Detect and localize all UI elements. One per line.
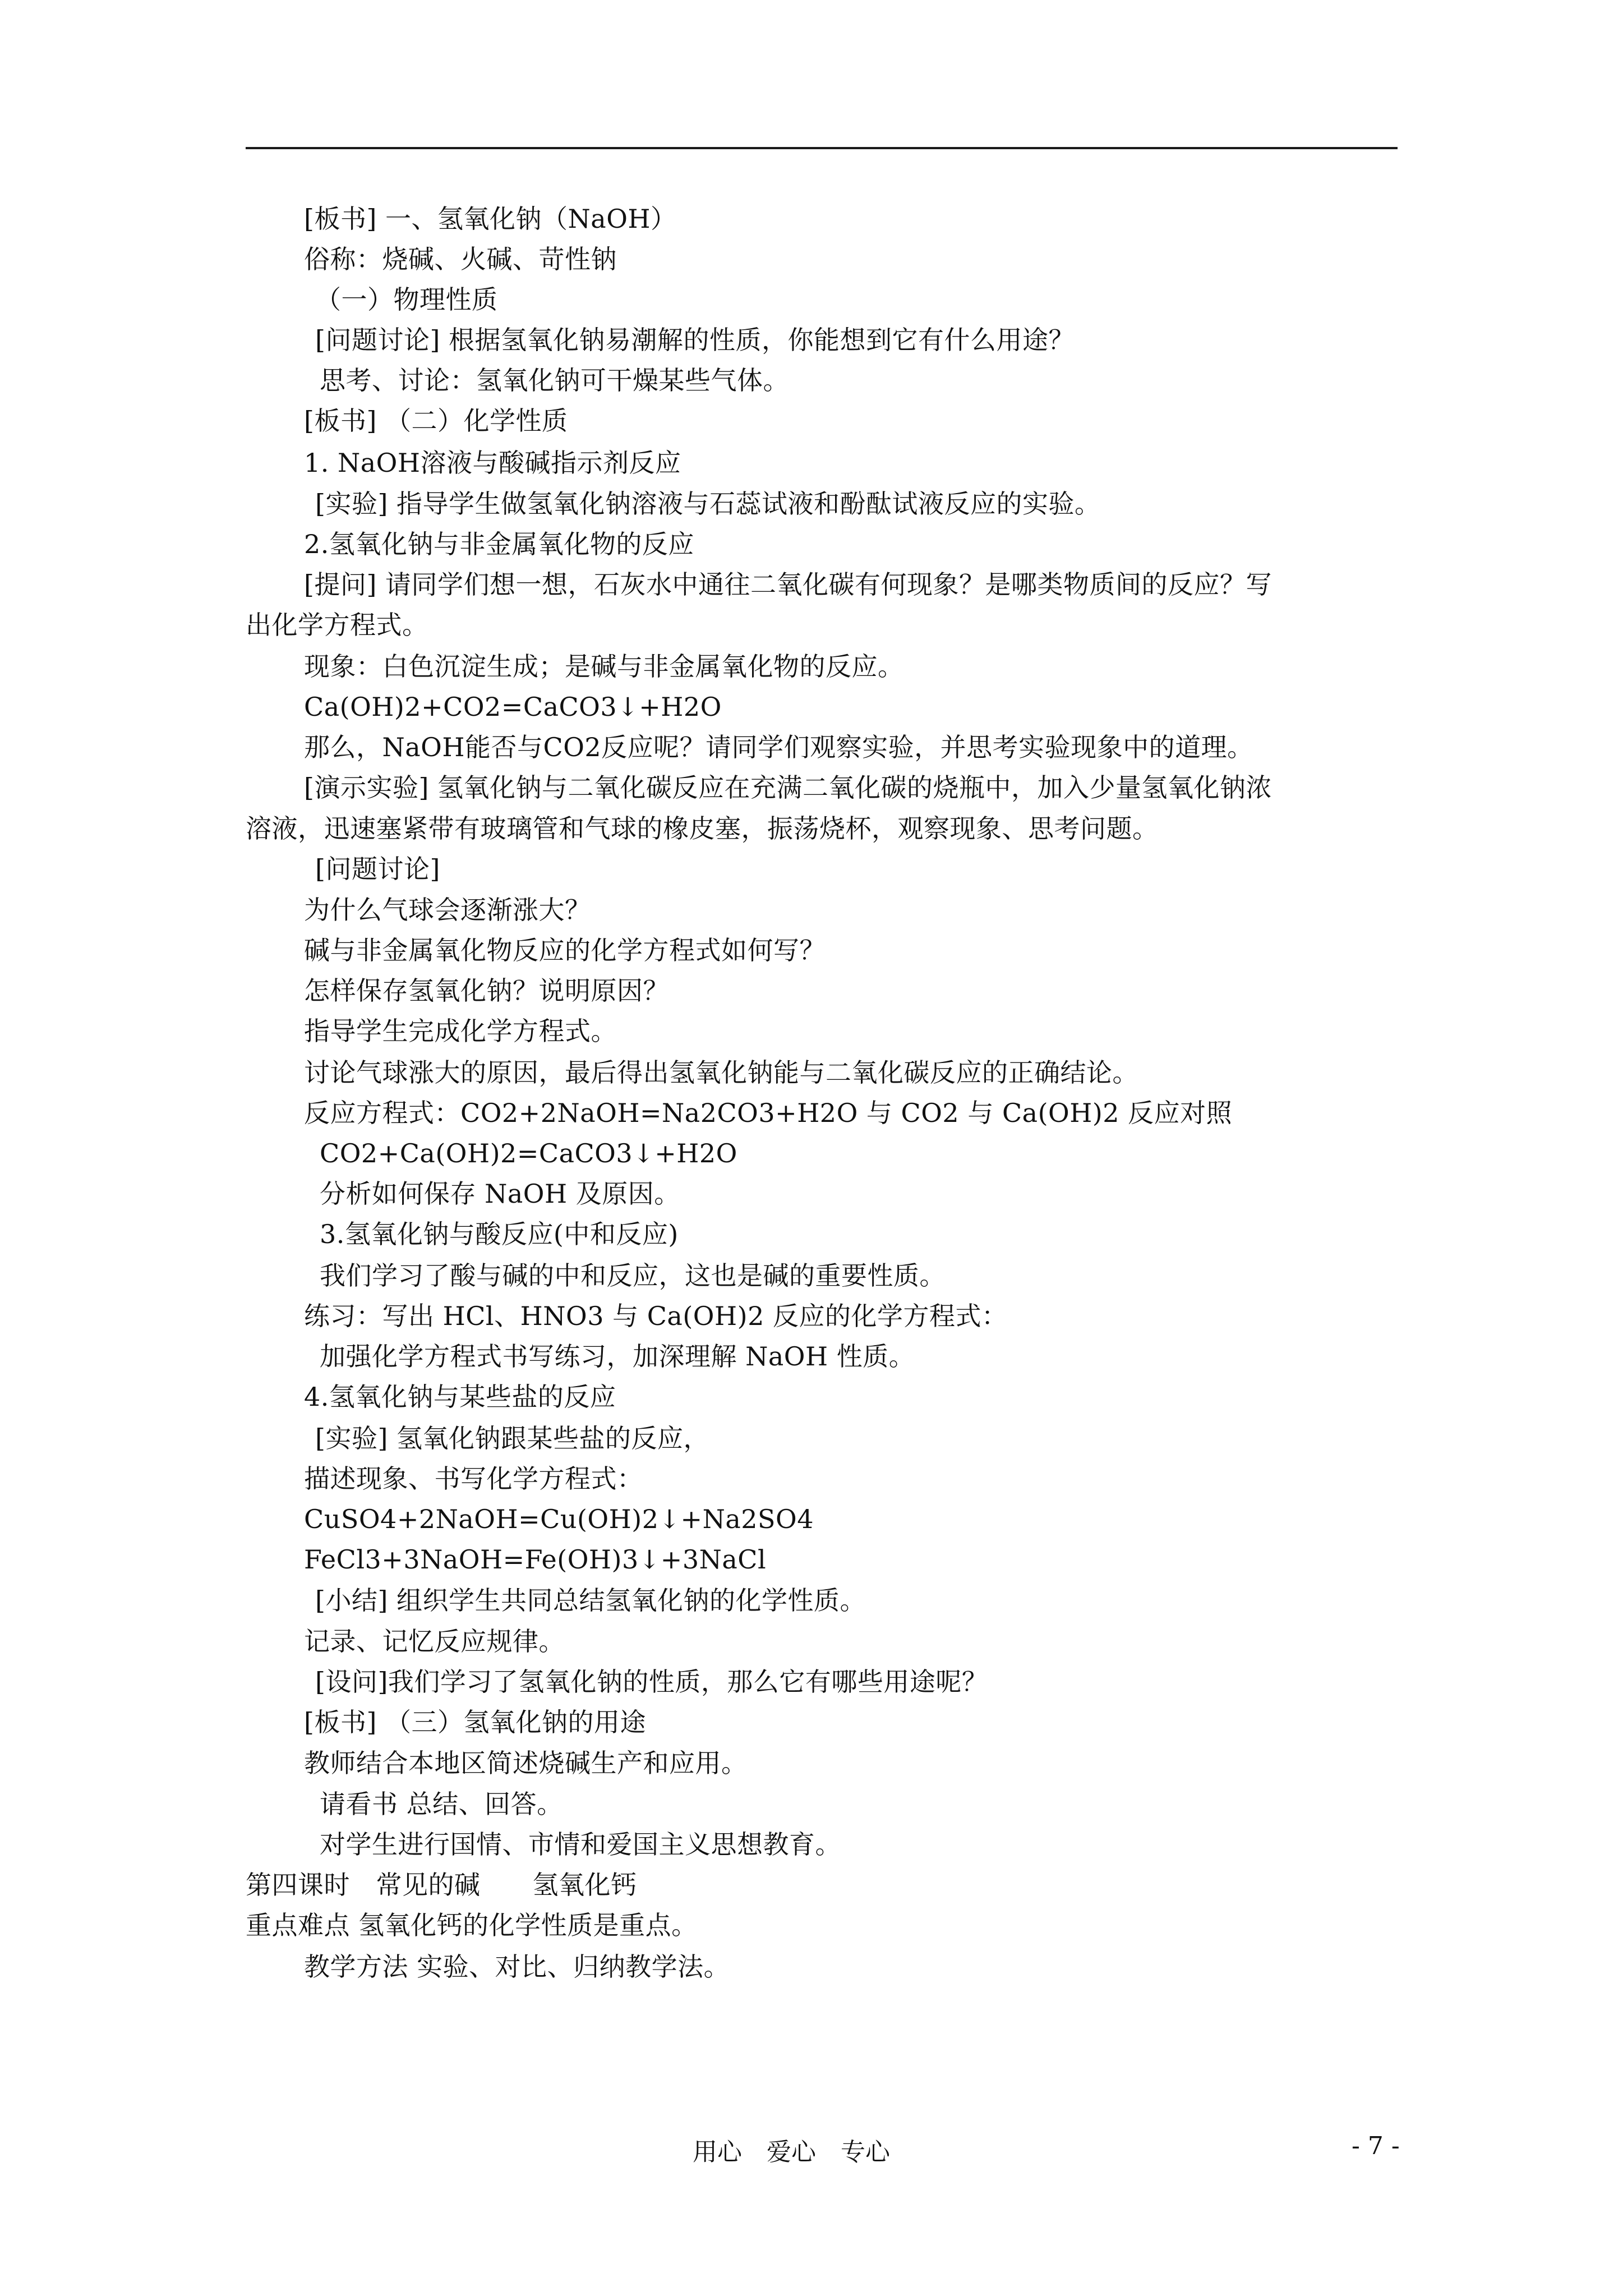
text-line: 记录、记忆反应规律。	[304, 1626, 565, 1657]
text-line: [问题讨论] 根据氢氧化钠易潮解的性质，你能想到它有什么用途？	[315, 325, 1075, 355]
text-line: 那么，NaOH能否与CO2反应呢？请同学们观察实验，并思考实验现象中的道理。	[304, 732, 1253, 762]
text-line: [小结] 组织学生共同总结氢氧化钠的化学性质。	[315, 1585, 866, 1616]
text-line: 分析如何保存 NaOH 及原因。	[320, 1179, 680, 1209]
text-line: 3.氢氧化钠与酸反应(中和反应)	[320, 1219, 679, 1249]
text-line: 教师结合本地区简述烧碱生产和应用。	[304, 1748, 748, 1778]
text-line: 教学方法 实验、对比、归纳教学法。	[304, 1952, 730, 1982]
text-line: 请看书 总结、回答。	[320, 1789, 563, 1819]
text-line: [板书] （二）化学性质	[304, 406, 568, 436]
text-line: [演示实验] 氢氧化钠与二氧化碳反应在充满二氧化碳的烧瓶中，加入少量氢氧化钠浓	[304, 772, 1272, 803]
text-line: [设问]我们学习了氢氧化钠的性质，那么它有哪些用途呢？	[315, 1667, 988, 1697]
text-line: 思考、讨论：氢氧化钠可干燥某些气体。	[320, 365, 789, 395]
text-line: 出化学方程式。	[246, 610, 428, 640]
text-line: 1. NaOH溶液与酸碱指示剂反应	[304, 448, 681, 478]
text-line: 第四课时 常见的碱 氢氧化钙	[246, 1870, 637, 1900]
text-line: （一）物理性质	[315, 284, 498, 315]
footer-motto: 用心 爱心 专心	[693, 2138, 890, 2166]
text-line: 怎样保存氢氧化钠？说明原因？	[304, 976, 669, 1006]
text-line: [提问] 请同学们想一想，石灰水中通往二氧化碳有何现象？是哪类物质间的反应？写	[304, 569, 1272, 600]
text-line: 讨论气球涨大的原因，最后得出氢氧化钠能与二氧化碳反应的正确结论。	[304, 1057, 1138, 1088]
text-line: 现象：白色沉淀生成；是碱与非金属氧化物的反应。	[304, 651, 904, 682]
text-line: 碱与非金属氧化物反应的化学方程式如何写？	[304, 935, 826, 965]
page-number: - 7 -	[1352, 2132, 1400, 2160]
text-line: [板书] （三）氢氧化钠的用途	[304, 1707, 647, 1737]
text-line: 为什么气球会逐渐涨大？	[304, 895, 591, 925]
text-line: 溶液，迅速塞紧带有玻璃管和气球的橡皮塞，振荡烧杯，观察现象、思考问题。	[246, 813, 1159, 844]
text-line: CuSO4+2NaOH=Cu(OH)2↓+Na2SO4	[304, 1504, 814, 1534]
text-line: 我们学习了酸与碱的中和反应，这也是碱的重要性质。	[320, 1260, 946, 1291]
text-line: 反应方程式：CO2+2NaOH=Na2CO3+H2O 与 CO2 与 Ca(OH)2 反应对照	[304, 1098, 1233, 1128]
text-line: [问题讨论]	[315, 854, 440, 884]
text-line: 2.氢氧化钠与非金属氧化物的反应	[304, 529, 694, 559]
text-line: [实验] 指导学生做氢氧化钠溶液与石蕊试液和酚酞试液反应的实验。	[315, 489, 1101, 519]
text-line: [板书] 一、氢氧化钠（NaOH）	[304, 204, 677, 234]
text-line: [实验] 氢氧化钠跟某些盐的反应，	[315, 1423, 710, 1453]
text-line: 描述现象、书写化学方程式：	[304, 1464, 643, 1494]
header-rule	[246, 147, 1398, 149]
text-line: FeCl3+3NaOH=Fe(OH)3↓+3NaCl	[304, 1544, 767, 1575]
text-line: 重点难点 氢氧化钙的化学性质是重点。	[246, 1910, 698, 1940]
text-line: Ca(OH)2+CO2=CaCO3↓+H2O	[304, 692, 722, 722]
text-line: 对学生进行国情、市情和爱国主义思想教育。	[320, 1829, 841, 1860]
text-line: 练习：写出 HCl、HNO3 与 Ca(OH)2 反应的化学方程式：	[304, 1301, 1008, 1331]
text-line: CO2+Ca(OH)2=CaCO3↓+H2O	[320, 1138, 737, 1168]
text-line: 指导学生完成化学方程式。	[304, 1016, 617, 1046]
text-line: 俗称：烧碱、火碱、苛性钠	[304, 244, 617, 274]
text-line: 加强化学方程式书写练习，加深理解 NaOH 性质。	[320, 1341, 915, 1372]
text-line: 4.氢氧化钠与某些盐的反应	[304, 1382, 616, 1412]
